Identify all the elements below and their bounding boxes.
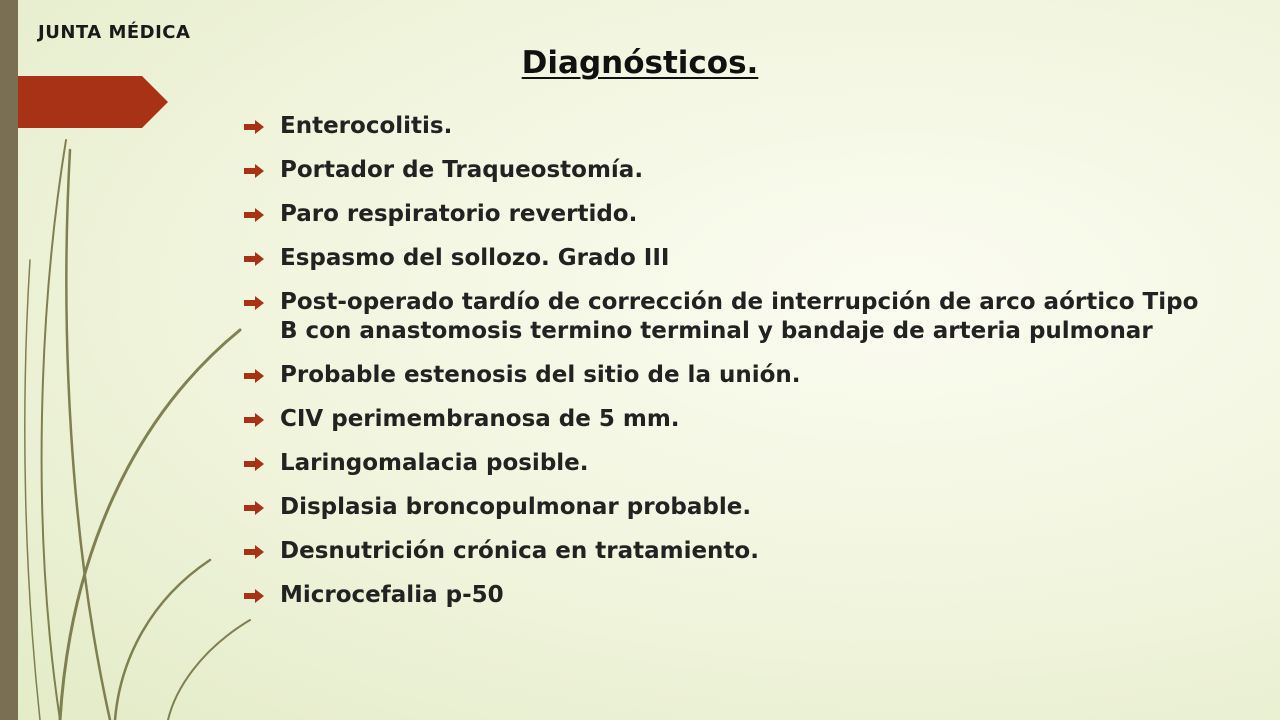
list-item-text: Portador de Traqueostomía.	[280, 157, 644, 183]
arrow-right-icon	[244, 545, 264, 559]
list-item	[244, 537, 1204, 566]
arrow-right-icon	[244, 252, 264, 266]
list-item-text: Microcefalia p-50	[280, 582, 504, 608]
list-item-text: Enterocolitis.	[280, 113, 453, 139]
arrow-right-icon	[244, 369, 264, 383]
slide-title: Diagnósticos.	[521, 45, 759, 81]
arrow-right-icon	[244, 164, 264, 178]
list-item-text: CIV perimembranosa de 5 mm.	[280, 406, 680, 432]
arrow-right-icon	[244, 120, 264, 134]
list-item-text: Displasia broncopulmonar probable.	[280, 494, 752, 520]
list-item	[244, 112, 1204, 141]
section-label: JUNTA MÉDICA	[38, 22, 191, 43]
diagnosis-list	[244, 112, 1204, 625]
list-item	[244, 581, 1204, 610]
accent-tab-shape	[18, 76, 168, 128]
arrow-right-icon	[244, 457, 264, 471]
list-item-text: Paro respiratorio revertido.	[280, 201, 638, 227]
list-item-text: Laringomalacia posible.	[280, 450, 589, 476]
list-item-text: Desnutrición crónica en tratamiento.	[280, 538, 759, 564]
list-item-text: Probable estenosis del sitio de la unión.	[280, 362, 801, 388]
arrow-right-icon	[244, 501, 264, 515]
arrow-right-icon	[244, 589, 264, 603]
list-item	[244, 449, 1204, 478]
arrow-right-icon	[244, 296, 264, 310]
list-item	[244, 405, 1204, 434]
list-item	[244, 156, 1204, 185]
list-item	[244, 200, 1204, 229]
arrow-right-icon	[244, 208, 264, 222]
list-item	[244, 288, 1204, 346]
list-item	[244, 244, 1204, 273]
list-item-text: Espasmo del sollozo. Grado III	[280, 245, 670, 271]
arrow-right-icon	[244, 413, 264, 427]
list-item	[244, 493, 1204, 522]
list-item	[244, 361, 1204, 390]
list-item-text: Post-operado tardío de corrección de interrupción de arco aórtico Tipo B con anastomosis termino terminal y bandaje de arteria pulmonar	[280, 289, 1199, 344]
